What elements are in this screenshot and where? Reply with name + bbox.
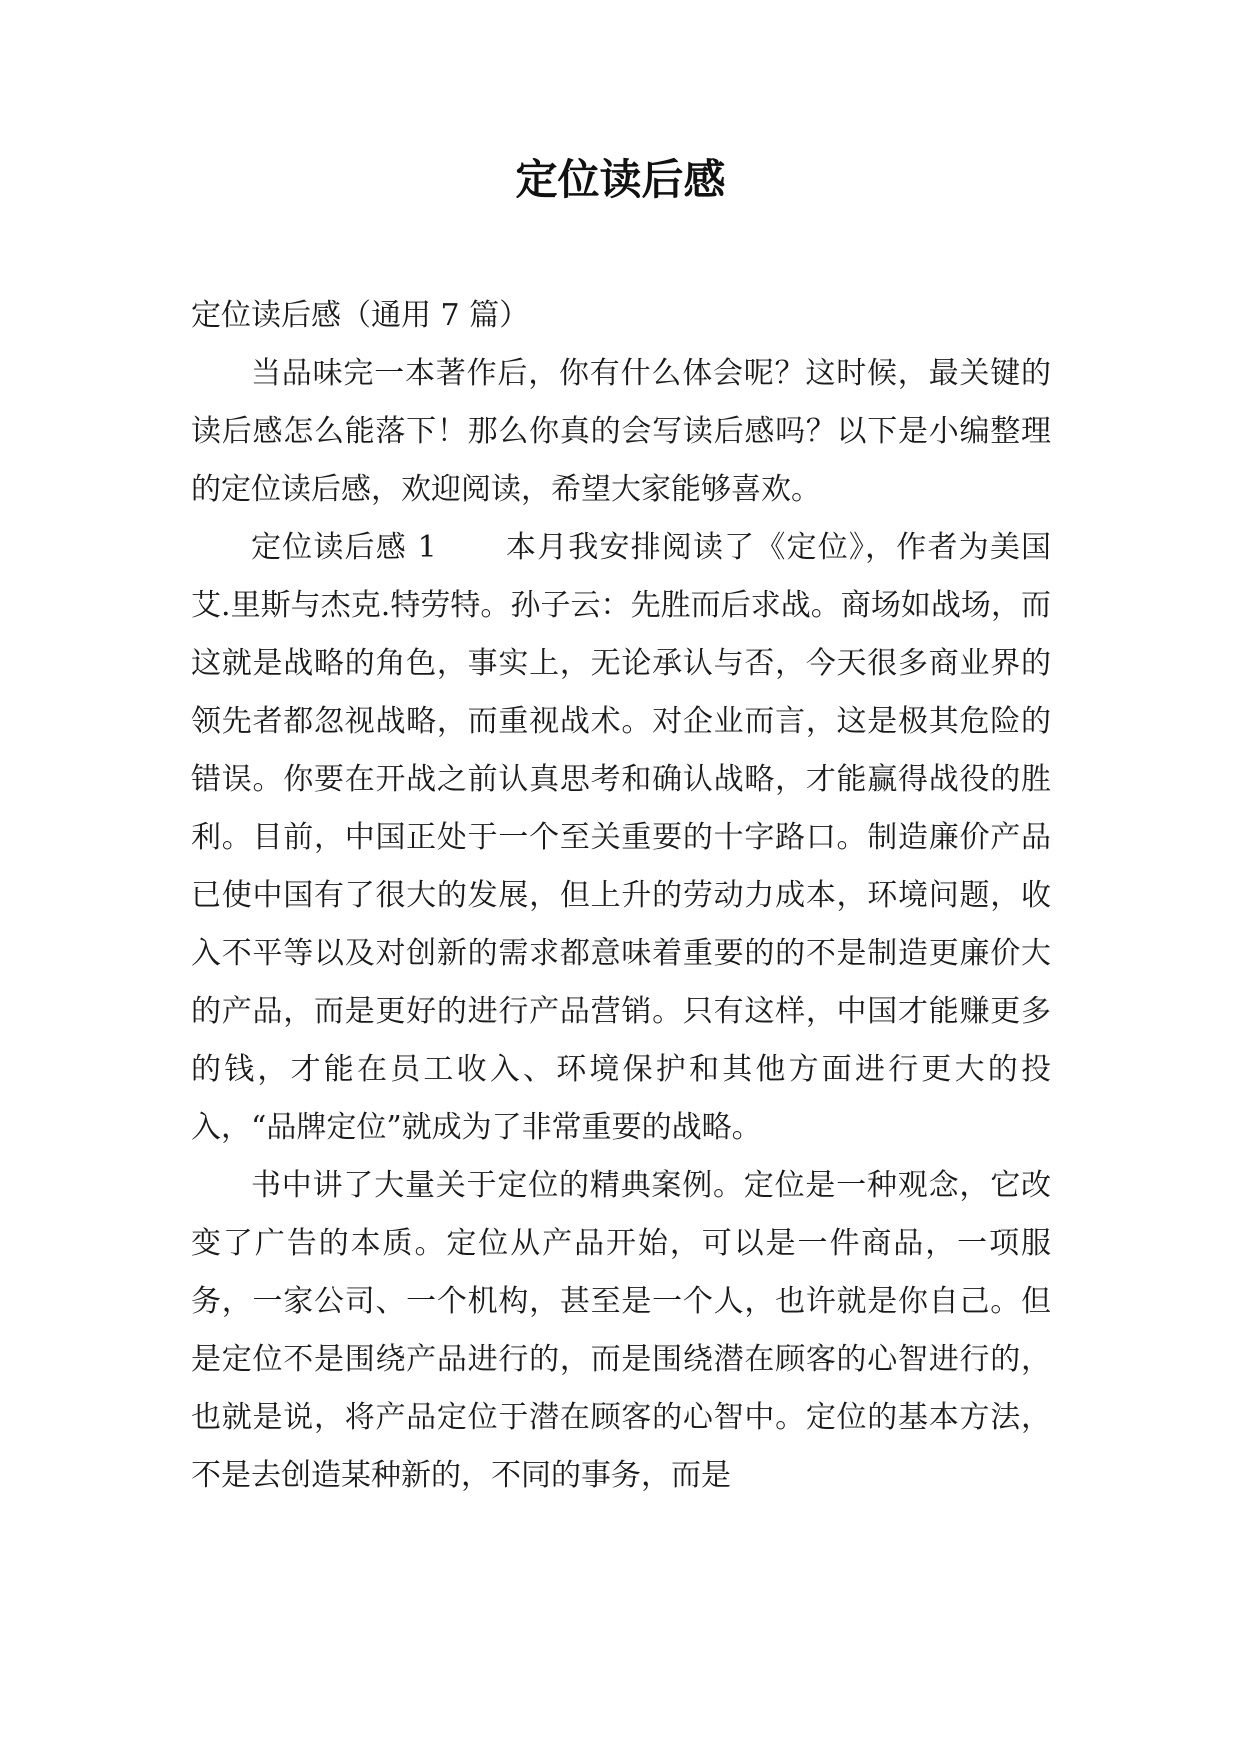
essay-1-heading: 定位读后感 1 [251,530,437,565]
document-title: 定位读后感 [515,155,726,204]
intro-paragraph: 当品味完一本著作后，你有什么体会呢？这时候，最关键的读后感怎么能落下！那么你真的会写读后感吗？以下是小编整理的定位读后感，欢迎阅读，希望大家能够喜欢。 [191,356,1051,507]
document-body [191,287,1051,1505]
document-subtitle: 定位读后感（通用 7 篇） [191,298,530,333]
essay-1-first-paragraph [191,519,1051,1157]
essay-1-paragraph-2: 书中讲了大量关于定位的精典案例。定位是一种观念，它改变了广告的本质。定位从产品开始，可以是一件商品，一项服务，一家公司、一个机构，甚至是一个人，也许就是你自己。但是定位不是围绕产品进行的，而是围绕潜在顾客的心智进行的，也就是说，将产品定位于潜在顾客的心智中。定位的基本方法，不是去创造某种新的，不同的事务，而是 [191,1168,1051,1493]
essay-1-paragraph-1-text: 本月我安排阅读了《定位》，作者为美国艾.里斯与杰克.特劳特。孙子云：先胜而后求战。商场如战场，而这就是战略的角色，事实上，无论承认与否，今天很多商业界的领先者都忽视战略，而重视战术。对企业而言，这是极其危险的错误。你要在开战之前认真思考和确认战略，才能赢得战役的胜利。目前，中国正处于一个至关重要的十字路口。制造廉价产品已使中国有了很大的发展，但上升的劳动力成本，环境问题，收入不平等以及对创新的需求都意味着重要的的不是制造更廉价大的产品，而是更好的进行产品营销。只有这样，中国才能赚更多的钱，才能在员工收入、环境保护和其他方面进行更大的投入，“品牌定位”就成为了非常重要的战略。 [191,530,1051,1145]
